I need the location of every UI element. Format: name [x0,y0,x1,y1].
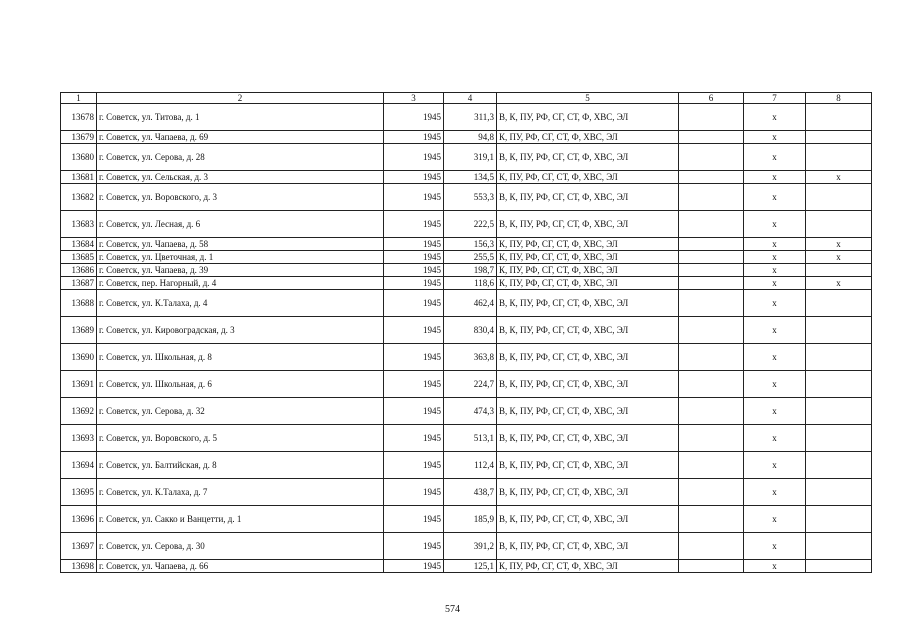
column-header-1: 1 [61,93,97,104]
address-cell: г. Советск, ул. Чапаева, д. 66 [97,560,384,573]
column-7-cell: х [744,479,806,506]
column-7-cell: х [744,425,806,452]
row-number: 13691 [61,371,97,398]
address-cell: г. Советск, ул. Серова, д. 30 [97,533,384,560]
column-7-cell: х [744,371,806,398]
column-6-cell [679,211,744,238]
row-number: 13688 [61,290,97,317]
column-8-cell [806,371,872,398]
area-cell: 222,5 [444,211,497,238]
row-number: 13698 [61,560,97,573]
column-6-cell [679,238,744,251]
utilities-cell: В, К, ПУ, РФ, СГ, СТ, Ф, ХВС, ЭЛ [497,211,679,238]
column-6-cell [679,131,744,144]
table-row [61,479,872,506]
year-cell: 1945 [384,560,444,573]
year-cell: 1945 [384,211,444,238]
table-row [61,344,872,371]
year-cell: 1945 [384,264,444,277]
address-cell: г. Советск, ул. Серова, д. 28 [97,144,384,171]
row-number: 13693 [61,425,97,452]
column-header-8: 8 [806,93,872,104]
utilities-cell: В, К, ПУ, РФ, СГ, СТ, Ф, ХВС, ЭЛ [497,371,679,398]
column-7-cell: х [744,560,806,573]
column-6-cell [679,398,744,425]
table-row [61,317,872,344]
year-cell: 1945 [384,290,444,317]
year-cell: 1945 [384,425,444,452]
address-cell: г. Советск, пер. Нагорный, д. 4 [97,277,384,290]
area-cell: 94,8 [444,131,497,144]
area-cell: 311,3 [444,104,497,131]
column-7-cell: х [744,533,806,560]
address-cell: г. Советск, ул. Воровского, д. 3 [97,184,384,211]
area-cell: 438,7 [444,479,497,506]
housing-register-table [60,92,872,573]
year-cell: 1945 [384,104,444,131]
address-cell: г. Советск, ул. Чапаева, д. 39 [97,264,384,277]
address-cell: г. Советск, ул. Титова, д. 1 [97,104,384,131]
column-6-cell [679,184,744,211]
area-cell: 319,1 [444,144,497,171]
column-7-cell: х [744,211,806,238]
area-cell: 391,2 [444,533,497,560]
column-7-cell: х [744,184,806,211]
row-number: 13687 [61,277,97,290]
year-cell: 1945 [384,277,444,290]
address-cell: г. Советск, ул. Балтийская, д. 8 [97,452,384,479]
area-cell: 118,6 [444,277,497,290]
year-cell: 1945 [384,344,444,371]
column-7-cell: х [744,251,806,264]
area-cell: 125,1 [444,560,497,573]
row-number: 13681 [61,171,97,184]
table-row [61,184,872,211]
table-row [61,144,872,171]
column-header-5: 5 [497,93,679,104]
column-8-cell: х [806,277,872,290]
row-number: 13686 [61,264,97,277]
table-row [61,371,872,398]
utilities-cell: В, К, ПУ, РФ, СГ, СТ, Ф, ХВС, ЭЛ [497,479,679,506]
address-cell: г. Советск, ул. Воровского, д. 5 [97,425,384,452]
address-cell: г. Советск, ул. Цветочная, д. 1 [97,251,384,264]
year-cell: 1945 [384,506,444,533]
column-7-cell: х [744,398,806,425]
column-8-cell [806,290,872,317]
column-6-cell [679,264,744,277]
table-row [61,425,872,452]
column-6-cell [679,479,744,506]
column-6-cell [679,425,744,452]
utilities-cell: В, К, ПУ, РФ, СГ, СТ, Ф, ХВС, ЭЛ [497,506,679,533]
year-cell: 1945 [384,452,444,479]
column-7-cell: х [744,171,806,184]
column-8-cell [806,211,872,238]
column-7-cell: х [744,290,806,317]
column-6-cell [679,251,744,264]
column-8-cell [806,560,872,573]
utilities-cell: К, ПУ, РФ, СГ, СТ, Ф, ХВС, ЭЛ [497,131,679,144]
column-6-cell [679,290,744,317]
table-row [61,533,872,560]
column-6-cell [679,144,744,171]
utilities-cell: К, ПУ, РФ, СГ, СТ, Ф, ХВС, ЭЛ [497,238,679,251]
year-cell: 1945 [384,251,444,264]
column-8-cell [806,104,872,131]
row-number: 13682 [61,184,97,211]
table-row [61,264,872,277]
table-row [61,131,872,144]
column-header-4: 4 [444,93,497,104]
utilities-cell: В, К, ПУ, РФ, СГ, СТ, Ф, ХВС, ЭЛ [497,290,679,317]
column-8-cell [806,131,872,144]
column-6-cell [679,277,744,290]
column-7-cell: х [744,317,806,344]
address-cell: г. Советск, ул. Лесная, д. 6 [97,211,384,238]
address-cell: г. Советск, ул. Школьная, д. 8 [97,344,384,371]
row-number: 13696 [61,506,97,533]
utilities-cell: В, К, ПУ, РФ, СГ, СТ, Ф, ХВС, ЭЛ [497,533,679,560]
row-number: 13685 [61,251,97,264]
row-number: 13694 [61,452,97,479]
row-number: 13680 [61,144,97,171]
year-cell: 1945 [384,533,444,560]
column-6-cell [679,344,744,371]
address-cell: г. Советск, ул. Сакко и Ванцетти, д. 1 [97,506,384,533]
column-8-cell [806,398,872,425]
utilities-cell: В, К, ПУ, РФ, СГ, СТ, Ф, ХВС, ЭЛ [497,317,679,344]
area-cell: 224,7 [444,371,497,398]
column-8-cell [806,452,872,479]
utilities-cell: В, К, ПУ, РФ, СГ, СТ, Ф, ХВС, ЭЛ [497,144,679,171]
page-number: 574 [445,604,460,615]
column-6-cell [679,560,744,573]
address-cell: г. Советск, ул. Чапаева, д. 69 [97,131,384,144]
column-6-cell [679,452,744,479]
area-cell: 134,5 [444,171,497,184]
year-cell: 1945 [384,184,444,211]
area-cell: 156,3 [444,238,497,251]
year-cell: 1945 [384,317,444,344]
column-header-3: 3 [384,93,444,104]
table-row [61,452,872,479]
column-6-cell [679,171,744,184]
area-cell: 462,4 [444,290,497,317]
column-7-cell: х [744,344,806,371]
table-row [61,560,872,573]
utilities-cell: В, К, ПУ, РФ, СГ, СТ, Ф, ХВС, ЭЛ [497,184,679,211]
utilities-cell: В, К, ПУ, РФ, СГ, СТ, Ф, ХВС, ЭЛ [497,452,679,479]
table-row [61,290,872,317]
year-cell: 1945 [384,171,444,184]
column-6-cell [679,317,744,344]
table-row [61,251,872,264]
column-8-cell [806,317,872,344]
column-8-cell [806,479,872,506]
area-cell: 198,7 [444,264,497,277]
column-8-cell [806,344,872,371]
year-cell: 1945 [384,479,444,506]
column-8-cell [806,184,872,211]
year-cell: 1945 [384,398,444,425]
utilities-cell: В, К, ПУ, РФ, СГ, СТ, Ф, ХВС, ЭЛ [497,104,679,131]
utilities-cell: К, ПУ, РФ, СГ, СТ, Ф, ХВС, ЭЛ [497,277,679,290]
row-number: 13678 [61,104,97,131]
area-cell: 513,1 [444,425,497,452]
table-row [61,506,872,533]
column-8-cell: х [806,251,872,264]
table-row [61,398,872,425]
year-cell: 1945 [384,371,444,398]
column-6-cell [679,533,744,560]
address-cell: г. Советск, ул. К.Талаха, д. 7 [97,479,384,506]
area-cell: 363,8 [444,344,497,371]
row-number: 13684 [61,238,97,251]
row-number: 13690 [61,344,97,371]
area-cell: 185,9 [444,506,497,533]
address-cell: г. Советск, ул. Серова, д. 32 [97,398,384,425]
utilities-cell: В, К, ПУ, РФ, СГ, СТ, Ф, ХВС, ЭЛ [497,425,679,452]
column-6-cell [679,104,744,131]
column-7-cell: х [744,264,806,277]
table-row [61,211,872,238]
column-header-6: 6 [679,93,744,104]
row-number: 13692 [61,398,97,425]
column-8-cell [806,425,872,452]
header-row [61,93,872,104]
column-8-cell: х [806,238,872,251]
year-cell: 1945 [384,238,444,251]
row-number: 13689 [61,317,97,344]
utilities-cell: К, ПУ, РФ, СГ, СТ, Ф, ХВС, ЭЛ [497,171,679,184]
utilities-cell: К, ПУ, РФ, СГ, СТ, Ф, ХВС, ЭЛ [497,560,679,573]
year-cell: 1945 [384,131,444,144]
area-cell: 830,4 [444,317,497,344]
row-number: 13697 [61,533,97,560]
column-6-cell [679,506,744,533]
address-cell: г. Советск, ул. Сельская, д. 3 [97,171,384,184]
area-cell: 112,4 [444,452,497,479]
address-cell: г. Советск, ул. Кировоградская, д. 3 [97,317,384,344]
area-cell: 474,3 [444,398,497,425]
area-cell: 553,3 [444,184,497,211]
column-7-cell: х [744,238,806,251]
row-number: 13695 [61,479,97,506]
column-8-cell [806,144,872,171]
table-row [61,238,872,251]
column-8-cell [806,264,872,277]
column-7-cell: х [744,144,806,171]
utilities-cell: К, ПУ, РФ, СГ, СТ, Ф, ХВС, ЭЛ [497,264,679,277]
column-header-7: 7 [744,93,806,104]
column-8-cell [806,506,872,533]
address-cell: г. Советск, ул. Чапаева, д. 58 [97,238,384,251]
table-row [61,277,872,290]
area-cell: 255,5 [444,251,497,264]
table-row [61,171,872,184]
utilities-cell: К, ПУ, РФ, СГ, СТ, Ф, ХВС, ЭЛ [497,251,679,264]
column-header-2: 2 [97,93,384,104]
column-8-cell: х [806,171,872,184]
row-number: 13683 [61,211,97,238]
column-6-cell [679,371,744,398]
utilities-cell: В, К, ПУ, РФ, СГ, СТ, Ф, ХВС, ЭЛ [497,398,679,425]
utilities-cell: В, К, ПУ, РФ, СГ, СТ, Ф, ХВС, ЭЛ [497,344,679,371]
column-7-cell: х [744,131,806,144]
column-7-cell: х [744,506,806,533]
table-body [61,93,872,573]
year-cell: 1945 [384,144,444,171]
column-8-cell [806,533,872,560]
address-cell: г. Советск, ул. Школьная, д. 6 [97,371,384,398]
column-7-cell: х [744,277,806,290]
column-7-cell: х [744,104,806,131]
address-cell: г. Советск, ул. К.Талаха, д. 4 [97,290,384,317]
column-7-cell: х [744,452,806,479]
row-number: 13679 [61,131,97,144]
table-row [61,104,872,131]
